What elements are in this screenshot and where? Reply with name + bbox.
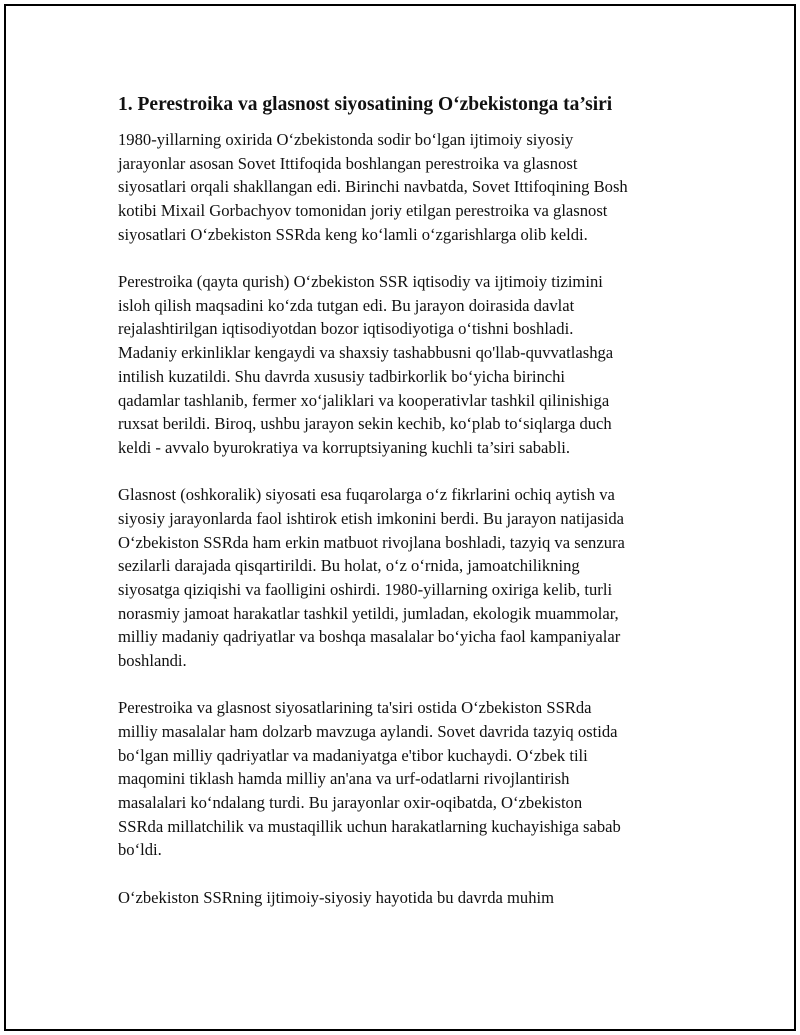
paragraph-2 xyxy=(118,270,693,460)
text-line: isloh qilish maqsadini ko‘zda tutgan edi. Bu jarayon doirasida davlat xyxy=(118,295,575,315)
text-line: O‘zbekiston SSRning ijtimoiy-siyosiy hayotida bu davrda muhim xyxy=(118,887,555,907)
text-line: qadamlar tashlanib, fermer xo‘jaliklari va kooperativlar tashkil qilinishiga xyxy=(118,390,610,410)
text-line: milliy madaniy qadriyatlar va boshqa masalalar bo‘yicha faol kampaniyalar xyxy=(118,627,621,647)
text-line: siyosatlari O‘zbekiston SSRda keng ko‘lamli o‘zgarishlarga olib keldi. xyxy=(118,224,588,244)
text-line: Perestroika va glasnost siyosatlarining ta'siri ostida O‘zbekiston SSRda xyxy=(118,698,592,718)
text-line: milliy masalalar ham dolzarb mavzuga aylandi. Sovet davrida tazyiq ostida xyxy=(118,721,618,741)
text-line: Glasnost (oshkoralik) siyosati esa fuqarolarga o‘z fikrlarini ochiq aytish va xyxy=(118,485,615,505)
text-line: siyosatga qiziqishi va faolligini oshirdi. 1980-yillarning oxiriga kelib, turli xyxy=(118,579,613,599)
paragraph-1 xyxy=(118,128,693,247)
text-line: bo‘ldi. xyxy=(118,840,162,860)
text-line: Madaniy erkinliklar kengaydi va shaxsiy tashabbusni qo'llab-quvvatlashga xyxy=(118,343,614,363)
text-line: kotibi Mixail Gorbachyov tomonidan joriy etilgan perestroika va glasnost xyxy=(118,201,608,221)
text-line: keldi - avvalo byurokratiya va korruptsiyaning kuchli ta’siri sababli. xyxy=(118,437,571,457)
text-line: sezilarli darajada qisqartirildi. Bu holat, o‘z o‘rnida, jamoatchilikning xyxy=(118,556,580,576)
document-body xyxy=(118,92,693,933)
text-line: ruxsat berildi. Biroq, ushbu jarayon sekin kechib, ko‘plab to‘siqlarga duch xyxy=(118,414,612,434)
text-line: bo‘lgan milliy qadriyatlar va madaniyatga e'tibor kuchaydi. O‘zbek tili xyxy=(118,745,588,765)
paragraph-3 xyxy=(118,483,693,673)
text-line: boshlandi. xyxy=(118,651,187,671)
text-line: intilish kuzatildi. Shu davrda xususiy tadbirkorlik bo‘yicha birinchi xyxy=(118,366,566,386)
text-line: maqomini tiklash hamda milliy an'ana va urf-odatlarni rivojlantirish xyxy=(118,769,570,789)
text-line: jarayonlar asosan Sovet Ittifoqida boshlangan perestroika va glasnost xyxy=(118,153,578,173)
text-line: masalalari ko‘ndalang turdi. Bu jarayonlar oxir-oqibatda, O‘zbekiston xyxy=(118,793,583,813)
text-line: Perestroika (qayta qurish) O‘zbekiston SSR iqtisodiy va ijtimoiy tizimini xyxy=(118,272,603,292)
text-line: rejalashtirilgan iqtisodiyotdan bozor iqtisodiyotiga o‘tishni boshladi. xyxy=(118,319,574,339)
text-line: SSRda millatchilik va mustaqillik uchun harakatlarning kuchayishiga sabab xyxy=(118,816,621,836)
section-title: 1. Perestroika va glasnost siyosatining O‘zbekistonga ta’siri xyxy=(118,94,613,115)
text-line: siyosatlari orqali shakllangan edi. Birinchi navbatda, Sovet Ittifoqining Bosh xyxy=(118,177,628,197)
text-line: norasmiy jamoat harakatlar tashkil yetildi, jumladan, ekologik muammolar, xyxy=(118,603,619,623)
text-line: O‘zbekiston SSRda ham erkin matbuot rivojlana boshladi, tazyiq va senzura xyxy=(118,532,625,552)
paragraph-4 xyxy=(118,696,693,862)
paragraph-5 xyxy=(118,886,693,910)
text-line: 1980-yillarning oxirida O‘zbekistonda sodir bo‘lgan ijtimoiy siyosiy xyxy=(118,130,574,149)
text-line: siyosiy jarayonlarda faol ishtirok etish imkonini berdi. Bu jarayon natijasida xyxy=(118,508,625,528)
